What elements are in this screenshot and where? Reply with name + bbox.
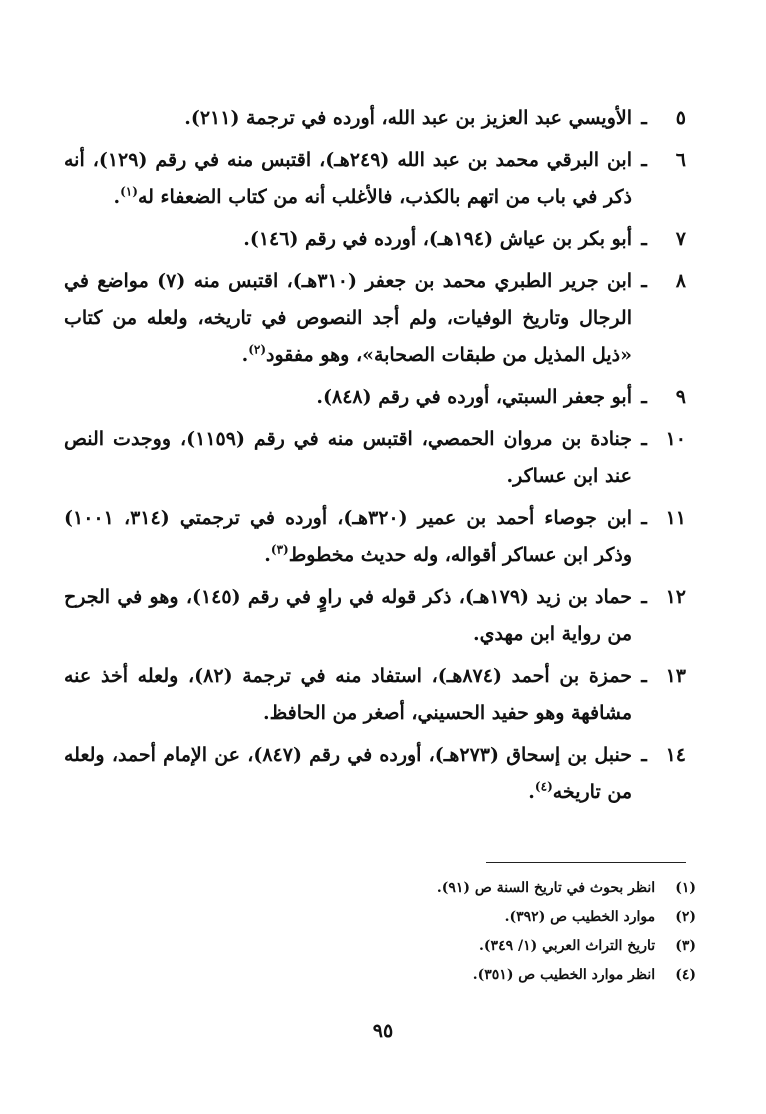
- entry: [64, 379, 686, 416]
- entry-dash: ـ: [641, 586, 647, 608]
- entry-tail: .: [528, 781, 535, 803]
- footnote-mark: (٤): [675, 967, 696, 983]
- entry-dash: ـ: [641, 270, 647, 292]
- entry-text-wrap: [64, 737, 632, 811]
- entry-text: ابن البرقي محمد بن عبد الله (٢٤٩هـ)، اقتبس منه في رقم (١٢٩)، أنه ذكر في باب من اتهم بالكذب، فالأغلب أنه من كتاب الضعفاء له: [64, 149, 632, 208]
- entry: [64, 421, 686, 495]
- entry-tail: .: [264, 544, 271, 566]
- footnote-text: موارد الخطيب ص (٣٩٢).: [504, 909, 656, 925]
- entry-dash: ـ: [641, 428, 647, 450]
- entry-text: أبو بكر بن عياش (١٩٤هـ)، أورده في رقم (١٤٦).: [243, 228, 632, 250]
- footnote: [96, 932, 696, 961]
- entry-text: حماد بن زيد (١٧٩هـ)، ذكر قوله في راوٍ في رقم (١٤٥)، وهو في الجرح من رواية ابن مهدي.: [64, 586, 632, 645]
- entry-text-wrap: [64, 142, 632, 216]
- footnote-separator: [486, 862, 686, 863]
- entry: [64, 142, 686, 216]
- entry-number: ١٤: [665, 744, 686, 766]
- entry-text: ابن جوصاء أحمد بن عمير (٣٢٠هـ)، أورده في ترجمتي (٣١٤، ١٠٠١) وذكر ابن عساكر أقواله، وله حديث مخطوط: [64, 507, 632, 566]
- entry-dash: ـ: [641, 507, 647, 529]
- footnotes-list: [96, 874, 696, 990]
- entry-text-wrap: [64, 263, 632, 374]
- footnote-mark: (٣): [675, 938, 696, 954]
- entry-number: ٨: [675, 270, 686, 292]
- footnote-ref: (١): [120, 184, 138, 199]
- entry: [64, 100, 686, 137]
- entry-number: ١٣: [665, 665, 686, 687]
- entry-dash: ـ: [641, 386, 647, 408]
- entry-tail: .: [113, 186, 121, 208]
- entry-number: ٥: [675, 107, 686, 129]
- entry-number: ٦: [675, 149, 686, 171]
- entry: [64, 658, 686, 732]
- entry: [64, 221, 686, 258]
- entry-dash: ـ: [641, 228, 647, 250]
- footnote-text: انظر بحوث في تاريخ السنة ص (٩١).: [436, 880, 656, 896]
- entry-number: ٩: [675, 386, 686, 408]
- entry-text: الأويسي عبد العزيز بن عبد الله، أورده في ترجمة (٢١١).: [184, 107, 632, 129]
- entry: [64, 500, 686, 574]
- entry-dash: ـ: [641, 107, 647, 129]
- footnote: [96, 961, 696, 990]
- footnote-mark: (١): [675, 880, 696, 896]
- entry-text: ابن جرير الطبري محمد بن جعفر (٣١٠هـ)، اقتبس منه (٧) مواضع في الرجال وتاريخ الوفيات، ولم أجد النصوص في تاريخه، ولعله من كتاب «ذيل المذيل من طبقات الصحابة»، وهو مفقود: [64, 270, 633, 366]
- entry-dash: ـ: [641, 149, 647, 171]
- entry: [64, 579, 686, 653]
- footnote-text: انظر موارد الخطيب ص (٣٥١).: [472, 967, 656, 983]
- entry-text: جنادة بن مروان الحمصي، اقتبس منه في رقم (١١٥٩)، ووجدت النص عند ابن عساكر.: [64, 428, 632, 487]
- entry: [64, 263, 686, 374]
- entry-number: ١٢: [665, 586, 686, 608]
- footnote-mark: (٢): [675, 909, 696, 925]
- entry-text: أبو جعفر السبتي، أورده في رقم (٨٤٨).: [316, 386, 632, 408]
- page-number: ٩٥: [372, 1020, 394, 1042]
- entry-tail: .: [241, 344, 249, 366]
- entry-text-wrap: [64, 500, 632, 574]
- entry-dash: ـ: [641, 744, 647, 766]
- entries-list: [64, 100, 686, 816]
- entry-dash: ـ: [641, 665, 647, 687]
- footnote-ref: (٢): [248, 342, 267, 357]
- footnote-ref: (٤): [534, 779, 553, 794]
- footnote: [96, 874, 696, 903]
- entry-text: حمزة بن أحمد (٨٧٤هـ)، استفاد منه في ترجمة (٨٢)، ولعله أخذ عنه مشافهة وهو حفيد الحسيني، أصغر من الحافظ.: [64, 665, 633, 724]
- entry-text: حنبل بن إسحاق (٢٧٣هـ)، أورده في رقم (٨٤٧)، عن الإمام أحمد، ولعله من تاريخه: [64, 744, 632, 803]
- entry: [64, 737, 686, 811]
- entry-number: ١٠: [665, 428, 686, 450]
- footnote-text: تاريخ التراث العربي (١/ ٣٤٩).: [479, 938, 656, 954]
- entry-number: ٧: [675, 228, 686, 250]
- footnote-ref: (٣): [270, 542, 289, 557]
- entry-number: ١١: [665, 507, 686, 529]
- footnote: [96, 903, 696, 932]
